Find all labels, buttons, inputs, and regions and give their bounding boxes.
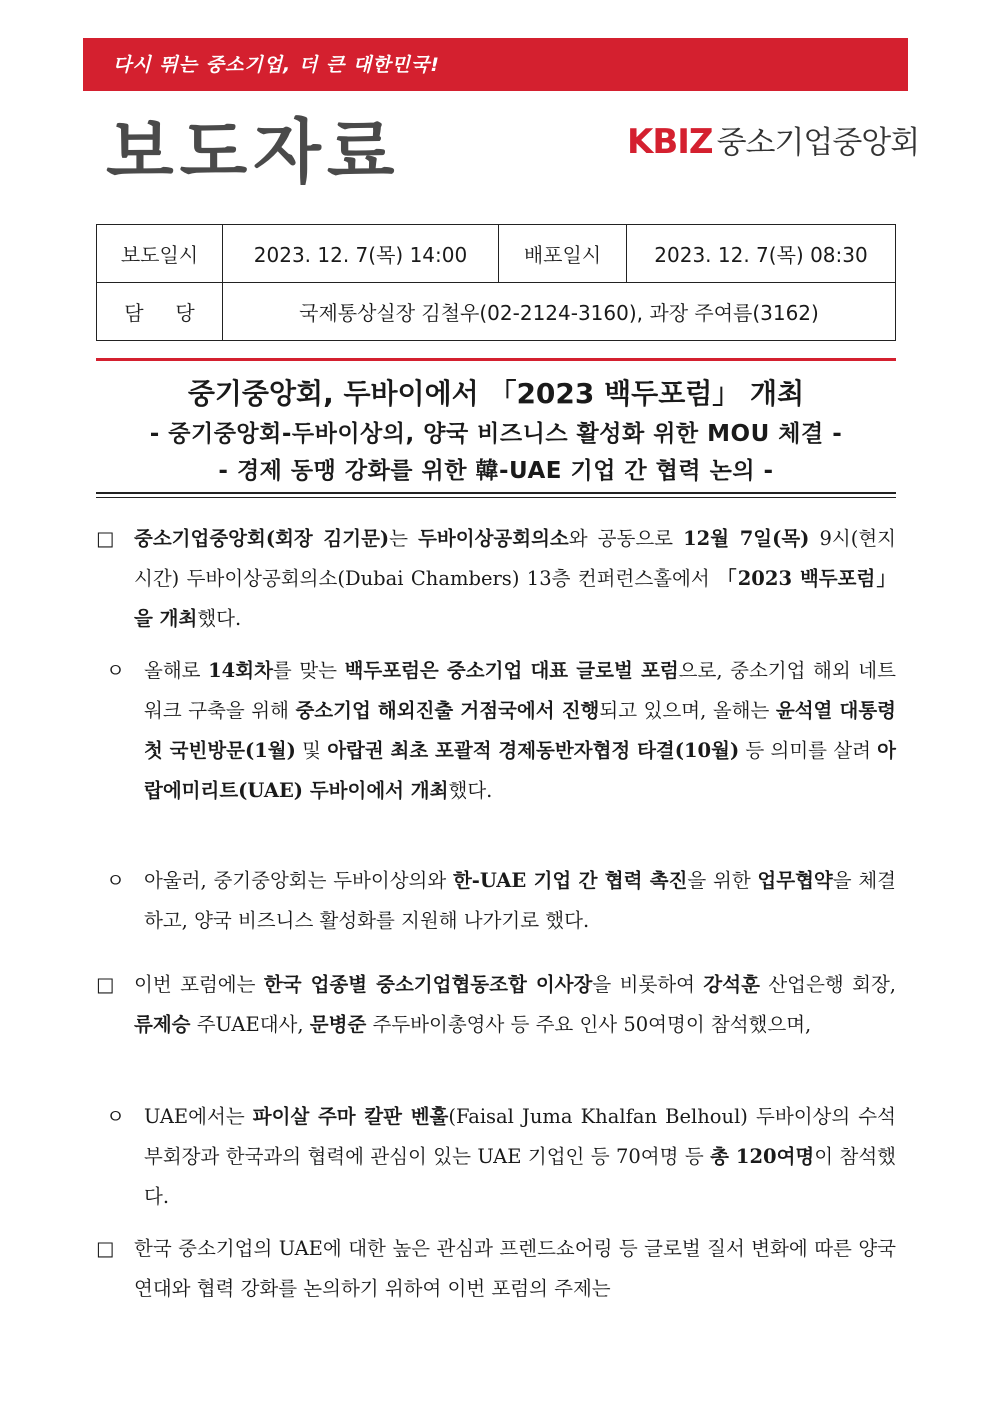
square-bullet-icon: □ [96, 1237, 115, 1260]
slogan-banner [83, 38, 908, 91]
distribution-date-value: 2023. 12. 7(목) 08:30 [627, 225, 896, 283]
logo-org-name: 중소기업중앙회 [716, 125, 920, 161]
circle-bullet-icon: ㅇ [106, 869, 125, 892]
paragraph-1-sub-1-text: 올해로 14회차를 맞는 백두포럼은 중소기업 대표 글로벌 포럼으로, 중소기업 해외 네트워크 구축을 위해 중소기업 해외진출 거점국에서 진행되고 있으며, 올해는 윤석열 대통령 첫 국빈방문(1월) 및 아랍권 최초 포괄적 경제동반자협정 타결(10월) 등 의미를 살려 아랍에미리트(UAE) 두바이에서 개최했다. [144, 659, 897, 802]
headline-block [96, 372, 896, 490]
kbiz-logo [627, 117, 919, 162]
slogan-text: 다시 뛰는 중소기업, 더 큰 대한민국! [113, 54, 440, 76]
paragraph-3 [96, 1229, 896, 1309]
paragraph-3-text: 한국 중소기업의 UAE에 대한 높은 관심과 프렌드쇼어링 등 글로벌 질서 변화에 따른 양국 연대와 협력 강화를 논의하기 위하여 이번 포럼의 주제는 [134, 1237, 896, 1300]
press-release-title: 보도자료 [106, 111, 401, 193]
paragraph-1 [96, 519, 896, 639]
paragraph-1-sub-1 [106, 651, 896, 811]
contact-label: 담 당 [97, 283, 223, 341]
red-divider [96, 358, 896, 361]
paragraph-2-sub-1-text: UAE에서는 파이살 주마 칼판 벤훌(Faisal Juma Khalfan Belhoul) 두바이상의 수석 부회장과 한국과의 협력에 관심이 있는 UAE 기업인 등 70여명 등 총 120여명이 참석했다. [144, 1105, 896, 1208]
release-date-value: 2023. 12. 7(목) 14:00 [223, 225, 499, 283]
circle-bullet-icon: ㅇ [106, 1105, 125, 1128]
paragraph-1-sub-2 [106, 861, 896, 941]
distribution-date-label: 배포일시 [499, 225, 627, 283]
paragraph-1-sub-2-text: 아울러, 중기중앙회는 두바이상의와 한-UAE 기업 간 협력 촉진을 위한 업무협약을 체결하고, 양국 비즈니스 활성화를 지원해 나가기로 했다. [144, 869, 896, 932]
headline-sub-1: - 중기중앙회-두바이상의, 양국 비즈니스 활성화 위한 MOU 체결 - [149, 421, 843, 447]
paragraph-2 [96, 965, 896, 1045]
logo-brand: KBIZ [627, 122, 713, 162]
square-bullet-icon: □ [96, 527, 115, 550]
paragraph-2-sub-1 [106, 1097, 896, 1217]
circle-bullet-icon: ㅇ [106, 659, 125, 682]
headline-sub-2: - 경제 동맹 강화를 위한 韓-UAE 기업 간 협력 논의 - [218, 458, 774, 484]
double-divider [96, 492, 896, 498]
paragraph-1-text: 중소기업중앙회(회장 김기문)는 두바이상공회의소와 공동으로 12월 7일(목) 9시(현지 시간) 두바이상공회의소(Dubai Chambers) 13층 컨퍼런스홀에서 「2023 백두포럼」을 개최했다. [134, 527, 896, 630]
square-bullet-icon: □ [96, 973, 115, 996]
headline-main: 중기중앙회, 두바이에서 「2023 백두포럼」 개최 [187, 377, 805, 410]
paragraph-2-text: 이번 포럼에는 한국 업종별 중소기업협동조합 이사장을 비롯하여 강석훈 산업은행 회장, 류제승 주UAE대사, 문병준 주두바이총영사 등 주요 인사 50여명이 참석했으며, [134, 973, 896, 1036]
contact-value: 국제통상실장 김철우(02-2124-3160), 과장 주여름(3162) [223, 283, 896, 341]
release-info-table [96, 224, 896, 341]
release-date-label: 보도일시 [97, 225, 223, 283]
